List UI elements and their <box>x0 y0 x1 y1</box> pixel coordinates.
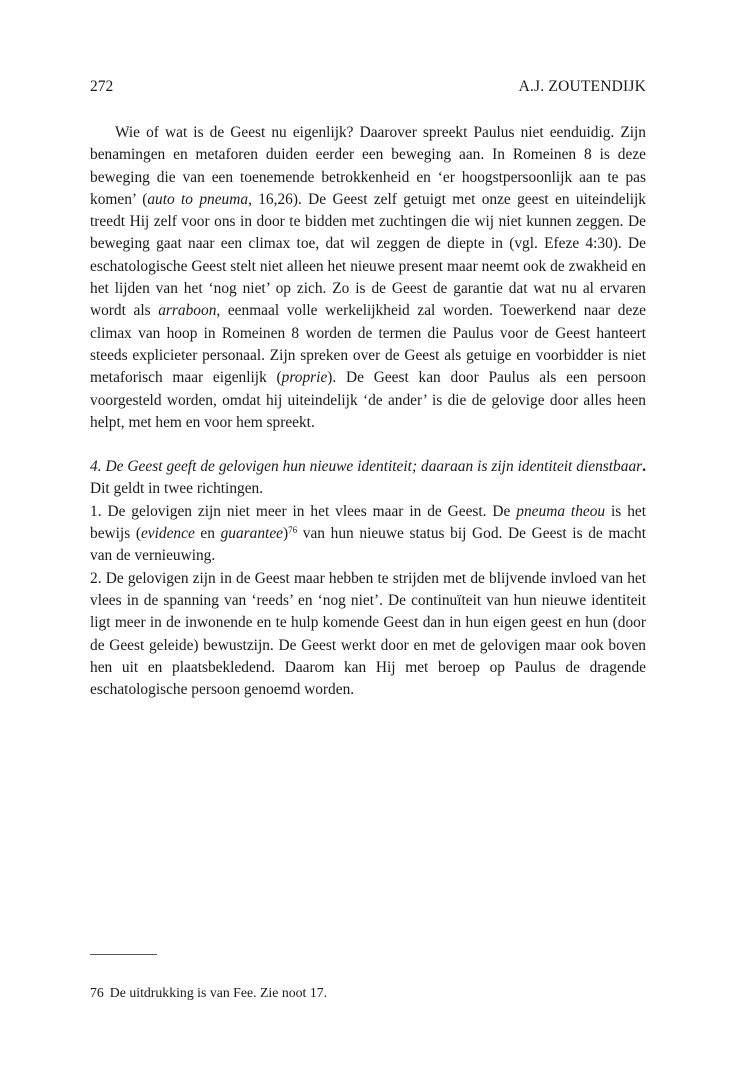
italic-term: arraboon <box>158 302 217 320</box>
footnote-divider <box>90 954 157 955</box>
running-head-author: A.J. ZOUTENDIJK <box>518 78 646 95</box>
page-number: 272 <box>90 78 114 95</box>
footnote-reference[interactable]: 76 <box>288 525 298 536</box>
footnote-text: De uitdrukking is van Fee. Zie noot 17. <box>109 985 328 1000</box>
section-heading: 4. De Geest geeft de gelovigen hun nieuwe identiteit; daaraan is zijn identiteit dienstbaar <box>90 458 643 476</box>
paragraph: Wie of wat is de Geest nu eigenlijk? Daarover spreekt Paulus niet eenduidig. Zijn benamingen en metaforen duiden eerder een beweging aan. In Romeinen 8 is deze beweging die van een toenemende betrokkenheid en ‘er hoogstpersoonlijk aan te pas komen’ (auto to pneuma, 16,26). De Geest zelf getuigt met onze geest en uiteindelijk treedt Hij zelf voor ons in door te bidden met zuchtingen die wij niet kunnen zeggen. De beweging gaat naar een climax toe, dat wil zeggen de diepte in (vgl. Efeze 4:30). De eschatologische Geest stelt niet alleen het nieuwe present maar neemt ook de zwakheid en het lijden van het ‘nog niet’ op zich. Zo is de Geest de garantie dat wat nu al ervaren wordt als arraboon, eenmaal volle werkelijkheid zal worden. Toewerkend naar deze climax van hoop in Romeinen 8 worden de termen die Paulus voor de Geest hanteert steeds explicieter personaal. Zijn spreken over de Geest als getuige en voorbidder is niet metaforisch maar eigenlijk (proprie). De Geest kan door Paulus als een persoon voorgesteld worden, omdat hij uiteindelijk ‘de ander’ is die de gelovige door alles heen helpt, met hem en voor hem spreekt. <box>90 124 646 431</box>
italic-term: evidence <box>140 525 195 543</box>
section-heading-paragraph: 4. De Geest geeft de gelovigen hun nieuwe identiteit; daaraan is zijn identiteit dienstbaar. Dit geldt in twee richtingen. <box>90 458 646 498</box>
italic-term: guarantee <box>220 525 283 543</box>
footnote <box>90 984 646 1002</box>
numbered-point-1: 1. De gelovigen zijn niet meer in het vlees maar in de Geest. De pneuma theou is het bewijs (evidence en guarantee)$^{76}$ van hun nieuwe status bij God. De Geest is de macht van de vernieuwing. <box>90 502 646 565</box>
numbered-point-2: 2. De gelovigen zijn in de Geest maar hebben te strijden met de blijvende invloed van het vlees in de spanning van ‘reeds’ en ‘nog niet’. De continuïteit van hun nieuwe identiteit ligt meer in de inwonende en te hulp komende Geest dan in hun eigen geest en hun (door de Geest geleide) bewustzijn. De Geest werkt door en met de gelovigen maar ook boven hen uit en plaatsbekledend. Daarom kan Hij met beroep op Paulus de dragende eschatologische persoon genoemd worden. <box>90 569 646 699</box>
main-text <box>90 122 646 701</box>
running-header <box>90 78 646 100</box>
italic-term: proprie <box>281 369 328 387</box>
italic-term: auto to pneuma <box>147 190 249 208</box>
footnote-number: 76 <box>90 985 104 1000</box>
paragraph-gap <box>90 434 646 456</box>
italic-term: pneuma theou <box>516 502 606 520</box>
